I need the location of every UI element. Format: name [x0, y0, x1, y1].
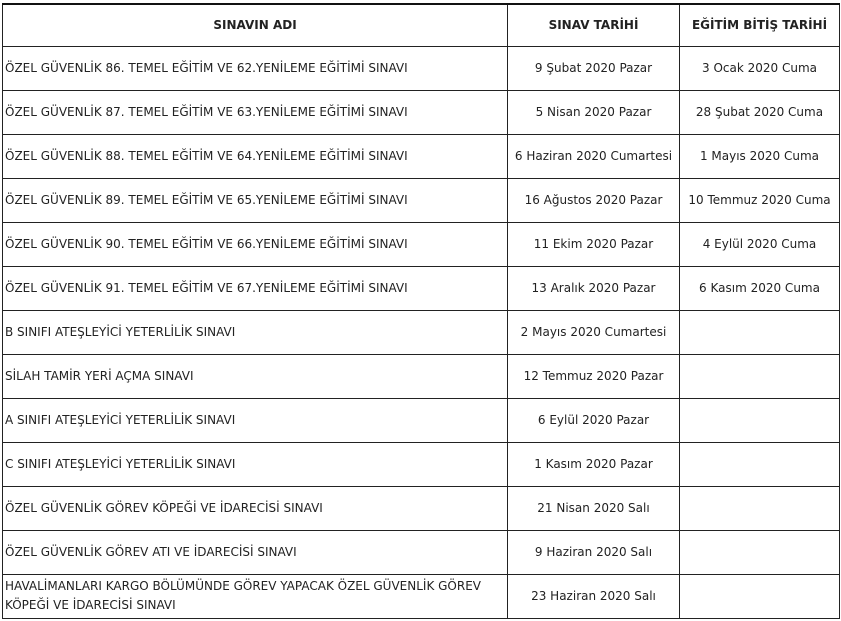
training-end-date-cell	[680, 486, 840, 530]
header-row	[3, 4, 840, 46]
table-row	[3, 442, 840, 486]
training-end-date-cell	[680, 354, 840, 398]
training-end-date-cell: 6 Kasım 2020 Cuma	[680, 266, 840, 310]
exam-date-cell: 6 Haziran 2020 Cumartesi	[508, 134, 680, 178]
training-end-date-cell	[680, 310, 840, 354]
exam-date-cell: 12 Temmuz 2020 Pazar	[508, 354, 680, 398]
training-end-date-cell	[680, 574, 840, 618]
exam-date-cell: 13 Aralık 2020 Pazar	[508, 266, 680, 310]
exam-name-cell: ÖZEL GÜVENLİK 90. TEMEL EĞİTİM VE 66.YENİLEME EĞİTİMİ SINAVI	[3, 222, 508, 266]
exam-date-cell: 21 Nisan 2020 Salı	[508, 486, 680, 530]
table-row	[3, 134, 840, 178]
exam-name-cell: A SINIFI ATEŞLEYİCİ YETERLİLİK SINAVI	[3, 398, 508, 442]
exam-name-cell: HAVALİMANLARI KARGO BÖLÜMÜNDE GÖREV YAPACAK ÖZEL GÜVENLİK GÖREV KÖPEĞİ VE İDARECİSİ SINAVI	[3, 574, 508, 618]
exam-date-cell: 5 Nisan 2020 Pazar	[508, 90, 680, 134]
exam-name-cell: ÖZEL GÜVENLİK GÖREV ATI VE İDARECİSİ SINAVI	[3, 530, 508, 574]
table-row	[3, 574, 840, 618]
training-end-date-cell	[680, 398, 840, 442]
exam-date-cell: 9 Şubat 2020 Pazar	[508, 46, 680, 90]
exam-date-cell: 23 Haziran 2020 Salı	[508, 574, 680, 618]
header-training-end-date: EĞİTİM BİTİŞ TARİHİ	[680, 4, 840, 46]
table-row	[3, 266, 840, 310]
table-row	[3, 178, 840, 222]
header-exam-date: SINAV TARİHİ	[508, 4, 680, 46]
exam-name-cell: SİLAH TAMİR YERİ AÇMA SINAVI	[3, 354, 508, 398]
exam-name-cell: ÖZEL GÜVENLİK 88. TEMEL EĞİTİM VE 64.YENİLEME EĞİTİMİ SINAVI	[3, 134, 508, 178]
table-row	[3, 90, 840, 134]
training-end-date-cell	[680, 530, 840, 574]
exam-date-cell: 11 Ekim 2020 Pazar	[508, 222, 680, 266]
table-row	[3, 222, 840, 266]
header-exam-name: SINAVIN ADI	[3, 4, 508, 46]
table-row	[3, 530, 840, 574]
training-end-date-cell: 4 Eylül 2020 Cuma	[680, 222, 840, 266]
training-end-date-cell: 3 Ocak 2020 Cuma	[680, 46, 840, 90]
training-end-date-cell	[680, 442, 840, 486]
table-row	[3, 354, 840, 398]
table-body	[3, 46, 840, 618]
training-end-date-cell: 10 Temmuz 2020 Cuma	[680, 178, 840, 222]
exam-date-cell: 9 Haziran 2020 Salı	[508, 530, 680, 574]
exam-date-cell: 16 Ağustos 2020 Pazar	[508, 178, 680, 222]
table-header	[3, 4, 840, 46]
exam-name-cell: ÖZEL GÜVENLİK 91. TEMEL EĞİTİM VE 67.YENİLEME EĞİTİMİ SINAVI	[3, 266, 508, 310]
training-end-date-cell: 28 Şubat 2020 Cuma	[680, 90, 840, 134]
exam-date-cell: 2 Mayıs 2020 Cumartesi	[508, 310, 680, 354]
exam-name-cell: ÖZEL GÜVENLİK GÖREV KÖPEĞİ VE İDARECİSİ SINAVI	[3, 486, 508, 530]
exam-name-cell: ÖZEL GÜVENLİK 87. TEMEL EĞİTİM VE 63.YENİLEME EĞİTİMİ SINAVI	[3, 90, 508, 134]
exam-name-cell: B SINIFI ATEŞLEYİCİ YETERLİLİK SINAVI	[3, 310, 508, 354]
table-row	[3, 46, 840, 90]
exam-date-cell: 6 Eylül 2020 Pazar	[508, 398, 680, 442]
exam-name-cell: C SINIFI ATEŞLEYİCİ YETERLİLİK SINAVI	[3, 442, 508, 486]
table-row	[3, 310, 840, 354]
table-row	[3, 398, 840, 442]
exam-name-cell: ÖZEL GÜVENLİK 89. TEMEL EĞİTİM VE 65.YENİLEME EĞİTİMİ SINAVI	[3, 178, 508, 222]
table-row	[3, 486, 840, 530]
exam-name-cell: ÖZEL GÜVENLİK 86. TEMEL EĞİTİM VE 62.YENİLEME EĞİTİMİ SINAVI	[3, 46, 508, 90]
exam-date-cell: 1 Kasım 2020 Pazar	[508, 442, 680, 486]
exam-schedule-table	[2, 3, 840, 619]
training-end-date-cell: 1 Mayıs 2020 Cuma	[680, 134, 840, 178]
